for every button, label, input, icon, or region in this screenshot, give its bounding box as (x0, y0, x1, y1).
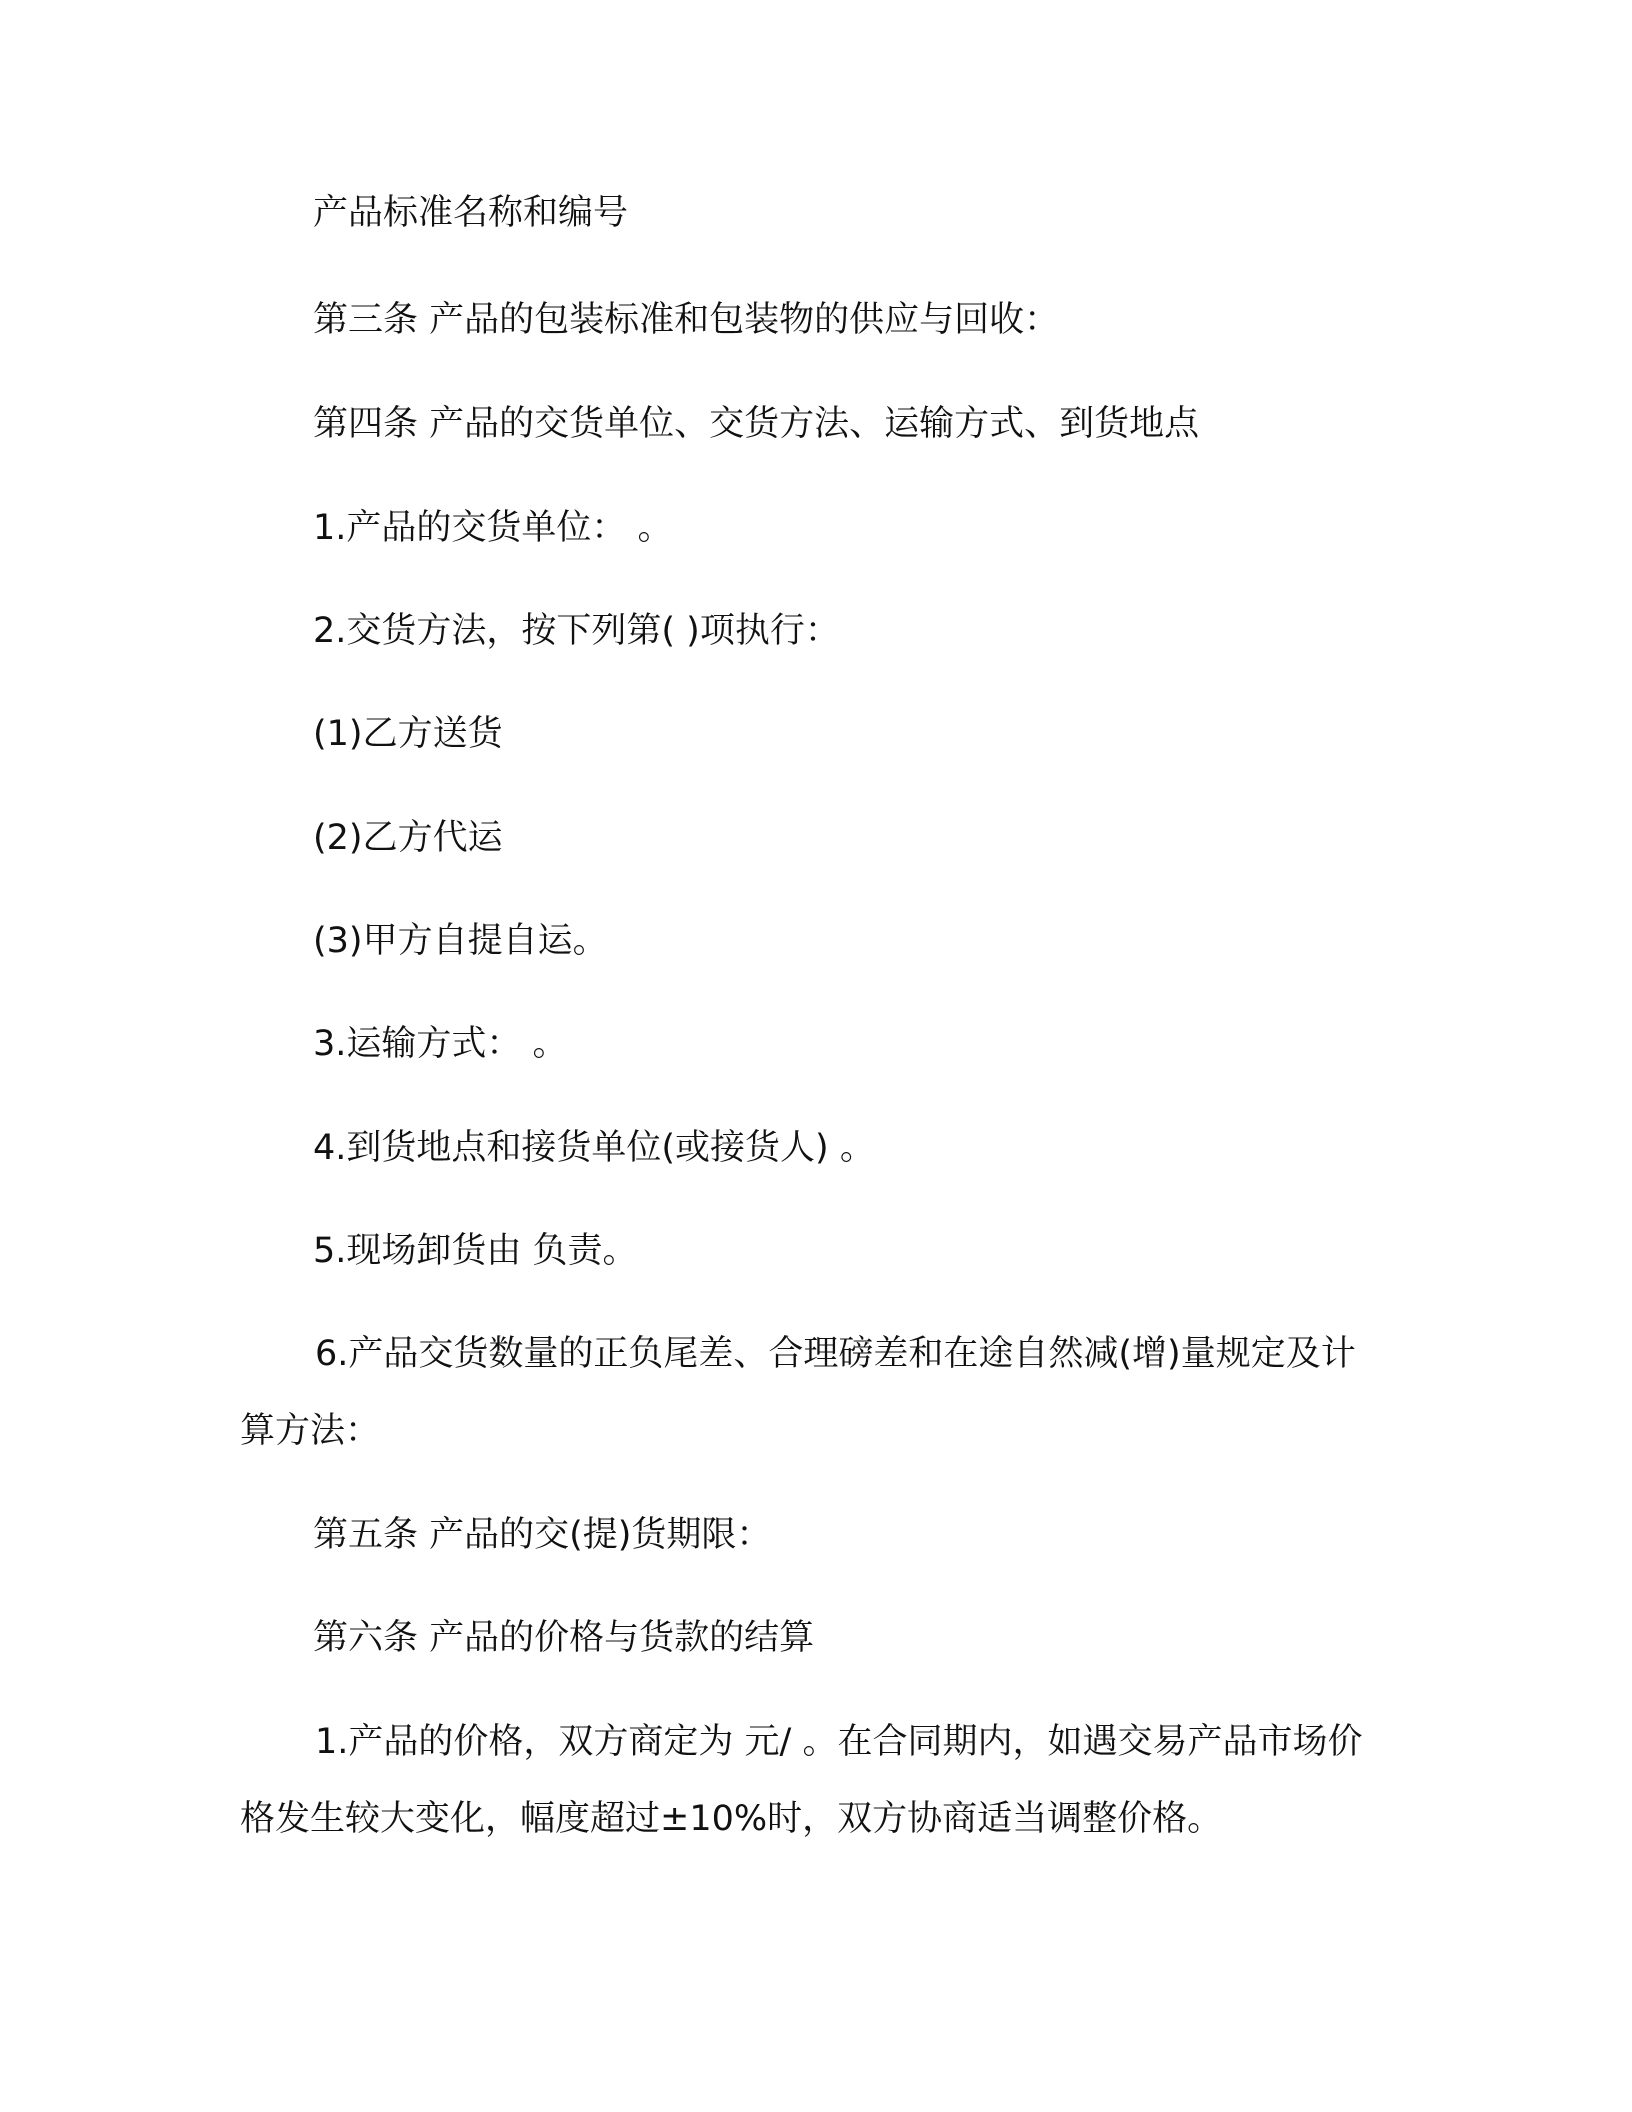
paragraph-article-3: 第三条 产品的包装标准和包装物的供应与回收： (313, 300, 1060, 340)
paragraph-item-3: 3.运输方式： 。 (313, 1024, 568, 1064)
paragraph-item-6: 6.产品交货数量的正负尾差、合理磅差和在途自然减(增)量规定及计算方法： (240, 1334, 1356, 1451)
paragraph-option-2: (2)乙方代运 (313, 818, 503, 858)
paragraph-item-1: 1.产品的交货单位： 。 (313, 508, 673, 548)
paragraph-item-2: 2.交货方法，按下列第( )项执行： (313, 611, 840, 651)
paragraph-standard-name: 产品标准名称和编号 (313, 193, 629, 233)
paragraph-option-3: (3)甲方自提自运。 (313, 921, 608, 961)
paragraph-item-4: 4.到货地点和接货单位(或接货人) 。 (313, 1128, 875, 1168)
paragraph-article-6: 第六条 产品的价格与货款的结算 (313, 1618, 815, 1658)
paragraph-item-5: 5.现场卸货由 负责。 (313, 1231, 638, 1271)
paragraph-article-4: 第四条 产品的交货单位、交货方法、运输方式、到货地点 (313, 404, 1200, 444)
paragraph-price: 1.产品的价格，双方商定为 元/ 。在合同期内，如遇交易产品市场价格发生较大变化，幅度超过±10%时，双方协商适当调整价格。 (240, 1722, 1363, 1839)
paragraph-option-1: (1)乙方送货 (313, 714, 503, 754)
paragraph-article-5: 第五条 产品的交(提)货期限： (313, 1515, 772, 1555)
